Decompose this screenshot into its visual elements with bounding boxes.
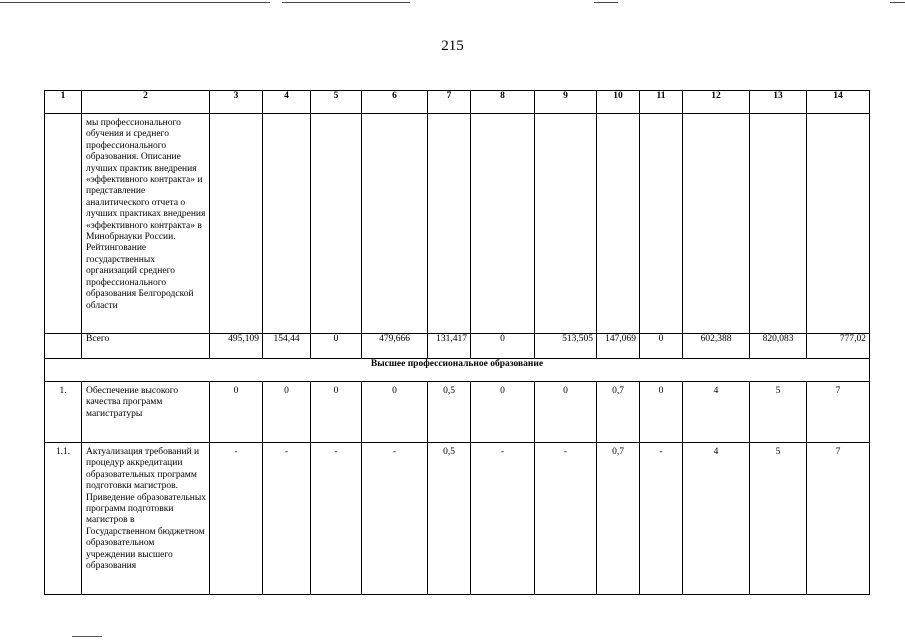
total-value: 0 (311, 334, 362, 359)
value-cell: 0 (210, 382, 263, 443)
value-cell (683, 114, 750, 334)
value-cell: 0,7 (597, 443, 640, 595)
budget-table (44, 90, 870, 595)
value-cell: - (535, 443, 597, 595)
value-cell: 0,7 (597, 382, 640, 443)
value-cell (210, 114, 263, 334)
value-cell: - (210, 443, 263, 595)
value-cell (263, 114, 311, 334)
row-description: мы профессионального обучения и среднего профессионального образования. Описание лучших практик внедрения «эффективного контракта» и представление аналитического отчета о лучших практиках внедрения «эффективного контракта» в Минобрнауки России. Рейтингование государственных организаций среднего профессионального образования Белгородской области (82, 114, 210, 334)
value-cell (471, 114, 535, 334)
value-cell (597, 114, 640, 334)
column-header: 2 (82, 91, 210, 114)
column-header: 3 (210, 91, 263, 114)
bottom-rule (72, 636, 102, 637)
total-value: 820,083 (750, 334, 807, 359)
value-cell: 0 (362, 382, 428, 443)
column-header: 1 (45, 91, 82, 114)
column-header: 9 (535, 91, 597, 114)
total-value: 0 (640, 334, 683, 359)
column-header: 7 (428, 91, 471, 114)
total-value: 479,666 (362, 334, 428, 359)
total-value: 147,069 (597, 334, 640, 359)
table-row (45, 382, 870, 443)
column-header: 6 (362, 91, 428, 114)
column-header: 11 (640, 91, 683, 114)
continuation-row (45, 114, 870, 334)
value-cell: 0,5 (428, 443, 471, 595)
value-cell: 0 (640, 382, 683, 443)
value-cell: - (362, 443, 428, 595)
value-cell: - (640, 443, 683, 595)
value-cell: 0,5 (428, 382, 471, 443)
value-cell: 0 (311, 382, 362, 443)
value-cell: 7 (807, 382, 870, 443)
table-row (45, 443, 870, 595)
top-rule (594, 2, 618, 3)
row-number: 1. (45, 382, 82, 443)
row-number-cell (45, 334, 82, 359)
total-label: Всего (82, 334, 210, 359)
value-cell (750, 114, 807, 334)
row-description: Обеспечение высокого качества программ магистратуры (82, 382, 210, 443)
total-value: 131,417 (428, 334, 471, 359)
value-cell (428, 114, 471, 334)
header-row (45, 91, 870, 114)
value-cell: 0 (471, 382, 535, 443)
value-cell: - (263, 443, 311, 595)
page-number: 215 (441, 38, 464, 54)
top-rule (0, 2, 270, 3)
column-header: 12 (683, 91, 750, 114)
row-number: 1.1. (45, 443, 82, 595)
value-cell (311, 114, 362, 334)
total-value: 154,44 (263, 334, 311, 359)
total-value: 0 (471, 334, 535, 359)
section-header-row (45, 359, 870, 382)
value-cell: 5 (750, 382, 807, 443)
value-cell: - (471, 443, 535, 595)
column-header: 10 (597, 91, 640, 114)
total-value: 777,02 (807, 334, 870, 359)
section-title: Высшее профессиональное образование (45, 359, 870, 382)
value-cell (362, 114, 428, 334)
value-cell (807, 114, 870, 334)
column-header: 5 (311, 91, 362, 114)
column-header: 8 (471, 91, 535, 114)
total-value: 495,109 (210, 334, 263, 359)
total-value: 513,505 (535, 334, 597, 359)
total-row (45, 334, 870, 359)
value-cell: 0 (263, 382, 311, 443)
top-rule (282, 2, 410, 3)
value-cell: 4 (683, 382, 750, 443)
value-cell: 7 (807, 443, 870, 595)
value-cell: - (311, 443, 362, 595)
top-rule (890, 2, 905, 3)
column-header: 14 (807, 91, 870, 114)
value-cell: 4 (683, 443, 750, 595)
column-header: 4 (263, 91, 311, 114)
value-cell (535, 114, 597, 334)
row-description: Актуализация требований и процедур аккредитации образовательных программ подготовки магистров. Приведение образовательных программ подготовки магистров в Государственном бюджетном образовательном учреждении высшего образования (82, 443, 210, 595)
value-cell: 0 (535, 382, 597, 443)
value-cell (640, 114, 683, 334)
column-header: 13 (750, 91, 807, 114)
row-number-cell (45, 114, 82, 334)
value-cell: 5 (750, 443, 807, 595)
total-value: 602,388 (683, 334, 750, 359)
